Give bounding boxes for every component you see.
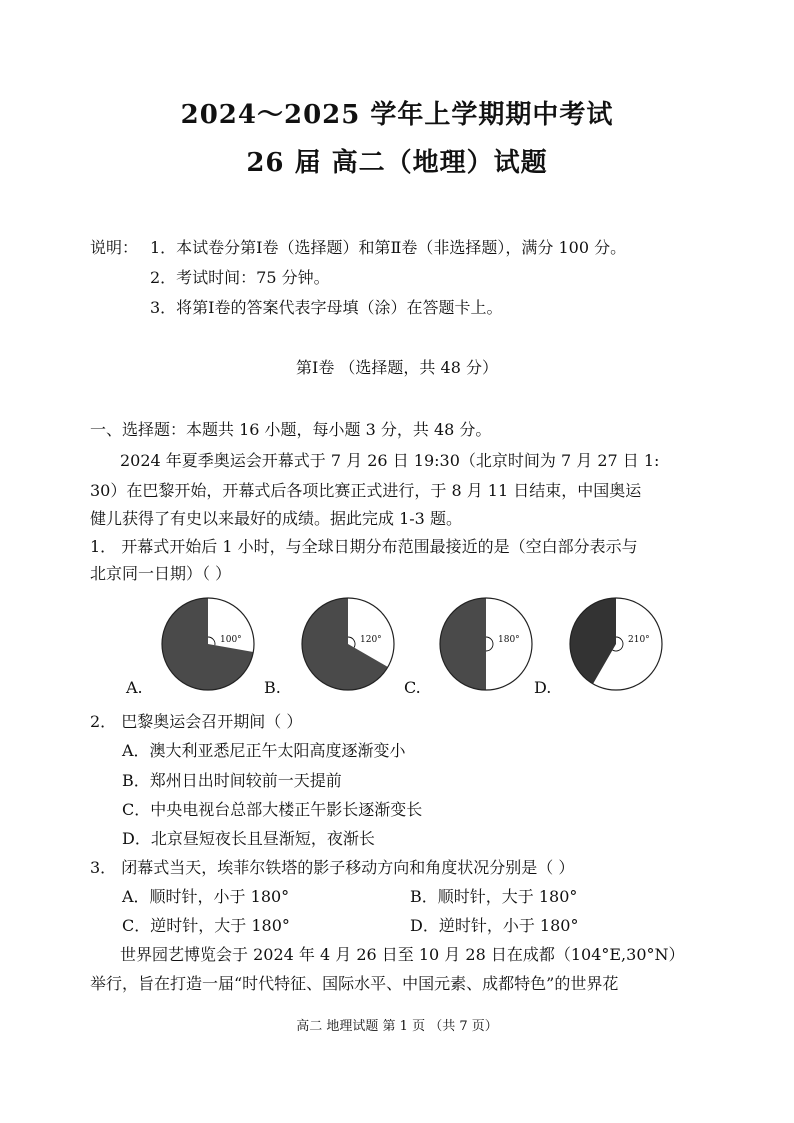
question-3-option: D．逆时针，小于 180° (410, 916, 579, 935)
angle-label: 100° (220, 635, 242, 645)
material-intro-line: 30）在巴黎开始，开幕式后各项比赛正式进行，于 8 月 11 日结束，中国奥运 (90, 481, 642, 500)
question-3-stem: 3． 闭幕式当天，埃菲尔铁塔的影子移动方向和角度状况分别是（ ） (90, 858, 575, 877)
date-circle-c (436, 594, 536, 694)
date-circle-a (158, 594, 258, 694)
material-intro-line: 2024 年夏季奥运会开幕式于 7 月 26 日 19:30（北京时间为 7 月 27 日 1: (120, 451, 660, 470)
question-3-option: A．顺时针，小于 180° (122, 887, 290, 906)
material-intro-line: 举行，旨在打造一届“时代特征、国际水平、中国元素、成都特色”的世界花 (90, 974, 619, 993)
instruction-item: 1．本试卷分第Ⅰ卷（选择题）和第Ⅱ卷（非选择题），满分 100 分。 (150, 238, 627, 257)
option-a-label: A. (126, 678, 143, 697)
question-3-option: C．逆时针，大于 180° (122, 916, 290, 935)
section-title: 第Ⅰ卷 （选择题，共 48 分） (296, 358, 498, 377)
question-2-option: A．澳大利亚悉尼正午太阳高度逐渐变小 (122, 741, 406, 760)
instruction-item: 2．考试时间：75 分钟。 (150, 268, 330, 287)
date-circle-d (566, 594, 666, 694)
option-b-label: B. (264, 678, 281, 697)
option-b-diagram (298, 594, 398, 698)
question-1-stem-cont: 北京同一日期）（ ） (90, 564, 232, 583)
question-2-stem: 2． 巴黎奥运会召开期间（ ） (90, 712, 303, 731)
option-d-label: D. (534, 678, 552, 697)
part-heading: 一、选择题：本题共 16 小题，每小题 3 分，共 48 分。 (90, 420, 492, 439)
angle-label: 120° (360, 635, 382, 645)
option-c-diagram (436, 594, 536, 698)
instruction-item: 3．将第Ⅰ卷的答案代表字母填（涂）在答题卡上。 (150, 298, 503, 317)
option-a-diagram (158, 594, 258, 698)
angle-label: 210° (628, 635, 650, 645)
question-2-option: D．北京昼短夜长且昼渐短，夜渐长 (122, 829, 375, 848)
exam-subtitle: 26 届 高二（地理）试题 (246, 148, 548, 178)
instructions-label: 说明： (90, 238, 139, 257)
option-d-diagram (566, 594, 666, 698)
question-2-option: B．郑州日出时间较前一天提前 (122, 771, 342, 790)
page-footer: 高二 地理试题 第 1 页 （共 7 页） (296, 1019, 498, 1034)
date-circle-b (298, 594, 398, 694)
option-c-label: C. (404, 678, 421, 697)
angle-label: 180° (498, 635, 520, 645)
material-intro-line: 世界园艺博览会于 2024 年 4 月 26 日至 10 月 28 日在成都（104°E,30°N） (120, 945, 685, 964)
question-1-stem: 1． 开幕式开始后 1 小时，与全球日期分布范围最接近的是（空白部分表示与 (90, 537, 638, 556)
question-2-option: C．中央电视台总部大楼正午影长逐渐变长 (122, 800, 423, 819)
material-intro-line: 健儿获得了有史以来最好的成绩。据此完成 1-3 题。 (90, 509, 462, 528)
exam-title: 2024～2025 学年上学期期中考试 (180, 100, 614, 130)
question-3-option: B．顺时针，大于 180° (410, 887, 578, 906)
